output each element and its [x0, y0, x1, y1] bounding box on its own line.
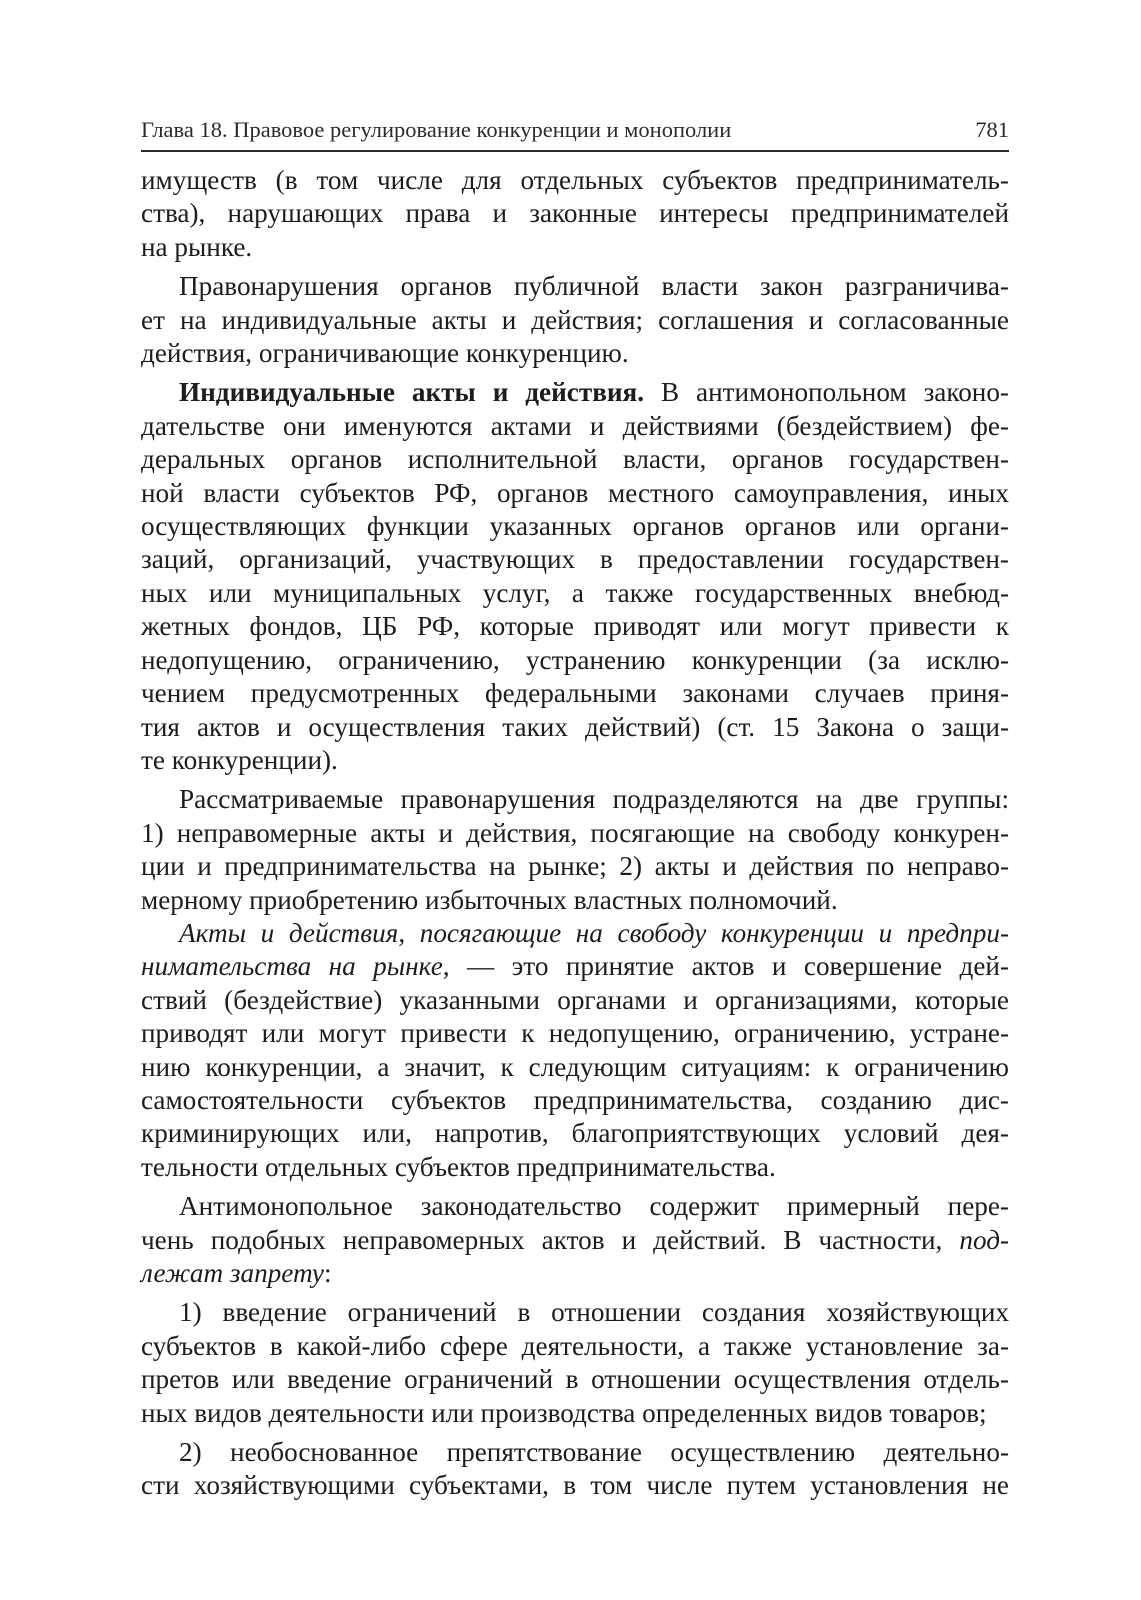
text-line: ства), нарушающих права и законные интересы предпринимателей [141, 198, 1009, 229]
chapter-title: Глава 18. Правовое регулирование конкуренции и монополии [141, 117, 732, 142]
paragraph [141, 783, 1009, 917]
text-line: 1) введение ограничений в отношении создания хозяйствующих [179, 1297, 1009, 1328]
paragraph-continuation [141, 164, 1009, 264]
text-line: на рынке. [141, 231, 253, 262]
text-line [141, 950, 1009, 983]
text-line: мерному приобретению избыточных властных полномочий. [141, 884, 838, 915]
text-line: Акты и действия, посягающие на свободу конкуренции и предпри- [179, 917, 1009, 948]
text-line: ных или муниципальных услуг, а также государственных внебюд- [141, 577, 1009, 608]
text-line: Антимонопольное законодательство содержит примерный пере- [179, 1191, 1009, 1222]
paragraph [141, 1190, 1009, 1290]
text-run: : [324, 1258, 332, 1288]
text-line: самостоятельности субъектов предпринимательства, созданию дис- [141, 1084, 1009, 1115]
text-run: — это принятие актов и совершение дей- [449, 951, 1009, 982]
text-line: Рассматриваемые правонарушения подразделяются на две группы: [179, 784, 1009, 815]
text-line [141, 376, 1009, 409]
text-line: тельности отдельных субъектов предпринимательства. [141, 1151, 776, 1182]
text-line [141, 1224, 1009, 1257]
text-line [141, 1257, 1009, 1290]
text-line: Правонарушения органов публичной власти закон разграничива- [179, 271, 1009, 302]
text-run: В антимонопольном законо- [644, 377, 1009, 408]
text-line: тия актов и осуществления таких действий) (ст. 15 Закона о защи- [141, 711, 1009, 742]
paragraph [141, 270, 1009, 370]
text-line: ствий (бездействие) указанными органами и организациями, которые [141, 984, 1009, 1015]
text-line: дательстве они именуются актами и действиями (бездействием) фе- [141, 410, 1009, 441]
text-line: 2) необоснованное препятствование осуществлению деятельно- [179, 1437, 1009, 1468]
text-line: претов или введение ограничений в отношении осуществления отдель- [141, 1364, 1009, 1395]
text-line: жетных фондов, ЦБ РФ, которые приводят или могут привести к [141, 611, 1009, 642]
text-line: ции и предпринимательства на рынке; 2) акты и действия по неправо- [141, 851, 1009, 882]
list-item [141, 1436, 1009, 1503]
text-line: осуществляющих функции указанных органов органов или органи- [141, 511, 1009, 542]
text-line: криминирующих или, напротив, благоприятствующих условий дея- [141, 1118, 1009, 1149]
text-line: сти хозяйствующими субъектами, в том числе путем установления не [141, 1470, 1009, 1501]
text-line: ных видов деятельности или производства определенных видов товаров; [141, 1397, 987, 1428]
body-text [141, 164, 1009, 1503]
text-run: чень подобных неправомерных актов и действий. В частности, [141, 1224, 960, 1255]
text-line: ет на индивидуальные акты и действия; соглашения и согласованные [141, 304, 1009, 335]
italic-term: под- [959, 1224, 1009, 1255]
text-line: чением предусмотренных федеральными законами случаев приня- [141, 678, 1009, 709]
text-line: нию конкуренции, а значит, к следующим ситуациям: к ограничению [141, 1051, 1009, 1082]
text-line: имуществ (в том числе для отдельных субъектов предприниматель- [141, 165, 1009, 195]
list-item [141, 1296, 1009, 1430]
text-line: 1) неправомерные акты и действия, посягающие на свободу конкурен- [141, 817, 1009, 848]
text-line: те конкуренции). [141, 744, 338, 775]
text-line: субъектов в какой-либо сфере деятельности, а также установление за- [141, 1330, 1009, 1361]
page-number: 781 [975, 117, 1009, 142]
italic-term: нимательства на рынке, [141, 951, 450, 982]
text-line: заций, организаций, участвующих в предоставлении государствен- [141, 544, 1009, 575]
run-in-heading: Индивидуальные акты и действия. [179, 377, 645, 408]
text-line: приводят или могут привести к недопущению, ограничению, устране- [141, 1018, 1009, 1049]
text-line: деральных органов исполнительной власти, органов государствен- [141, 444, 1009, 475]
paragraph-individual-acts [141, 376, 1009, 777]
paragraph-italic-term [141, 917, 1009, 1184]
italic-term: лежат запрету [141, 1258, 324, 1288]
text-line: недопущению, ограничению, устранению конкуренции (за исклю- [141, 644, 1009, 675]
text-line: действия, ограничивающие конкуренцию. [141, 338, 629, 369]
text-line: ной власти субъектов РФ, органов местного самоуправления, иных [141, 477, 1009, 508]
running-header [141, 116, 1009, 152]
